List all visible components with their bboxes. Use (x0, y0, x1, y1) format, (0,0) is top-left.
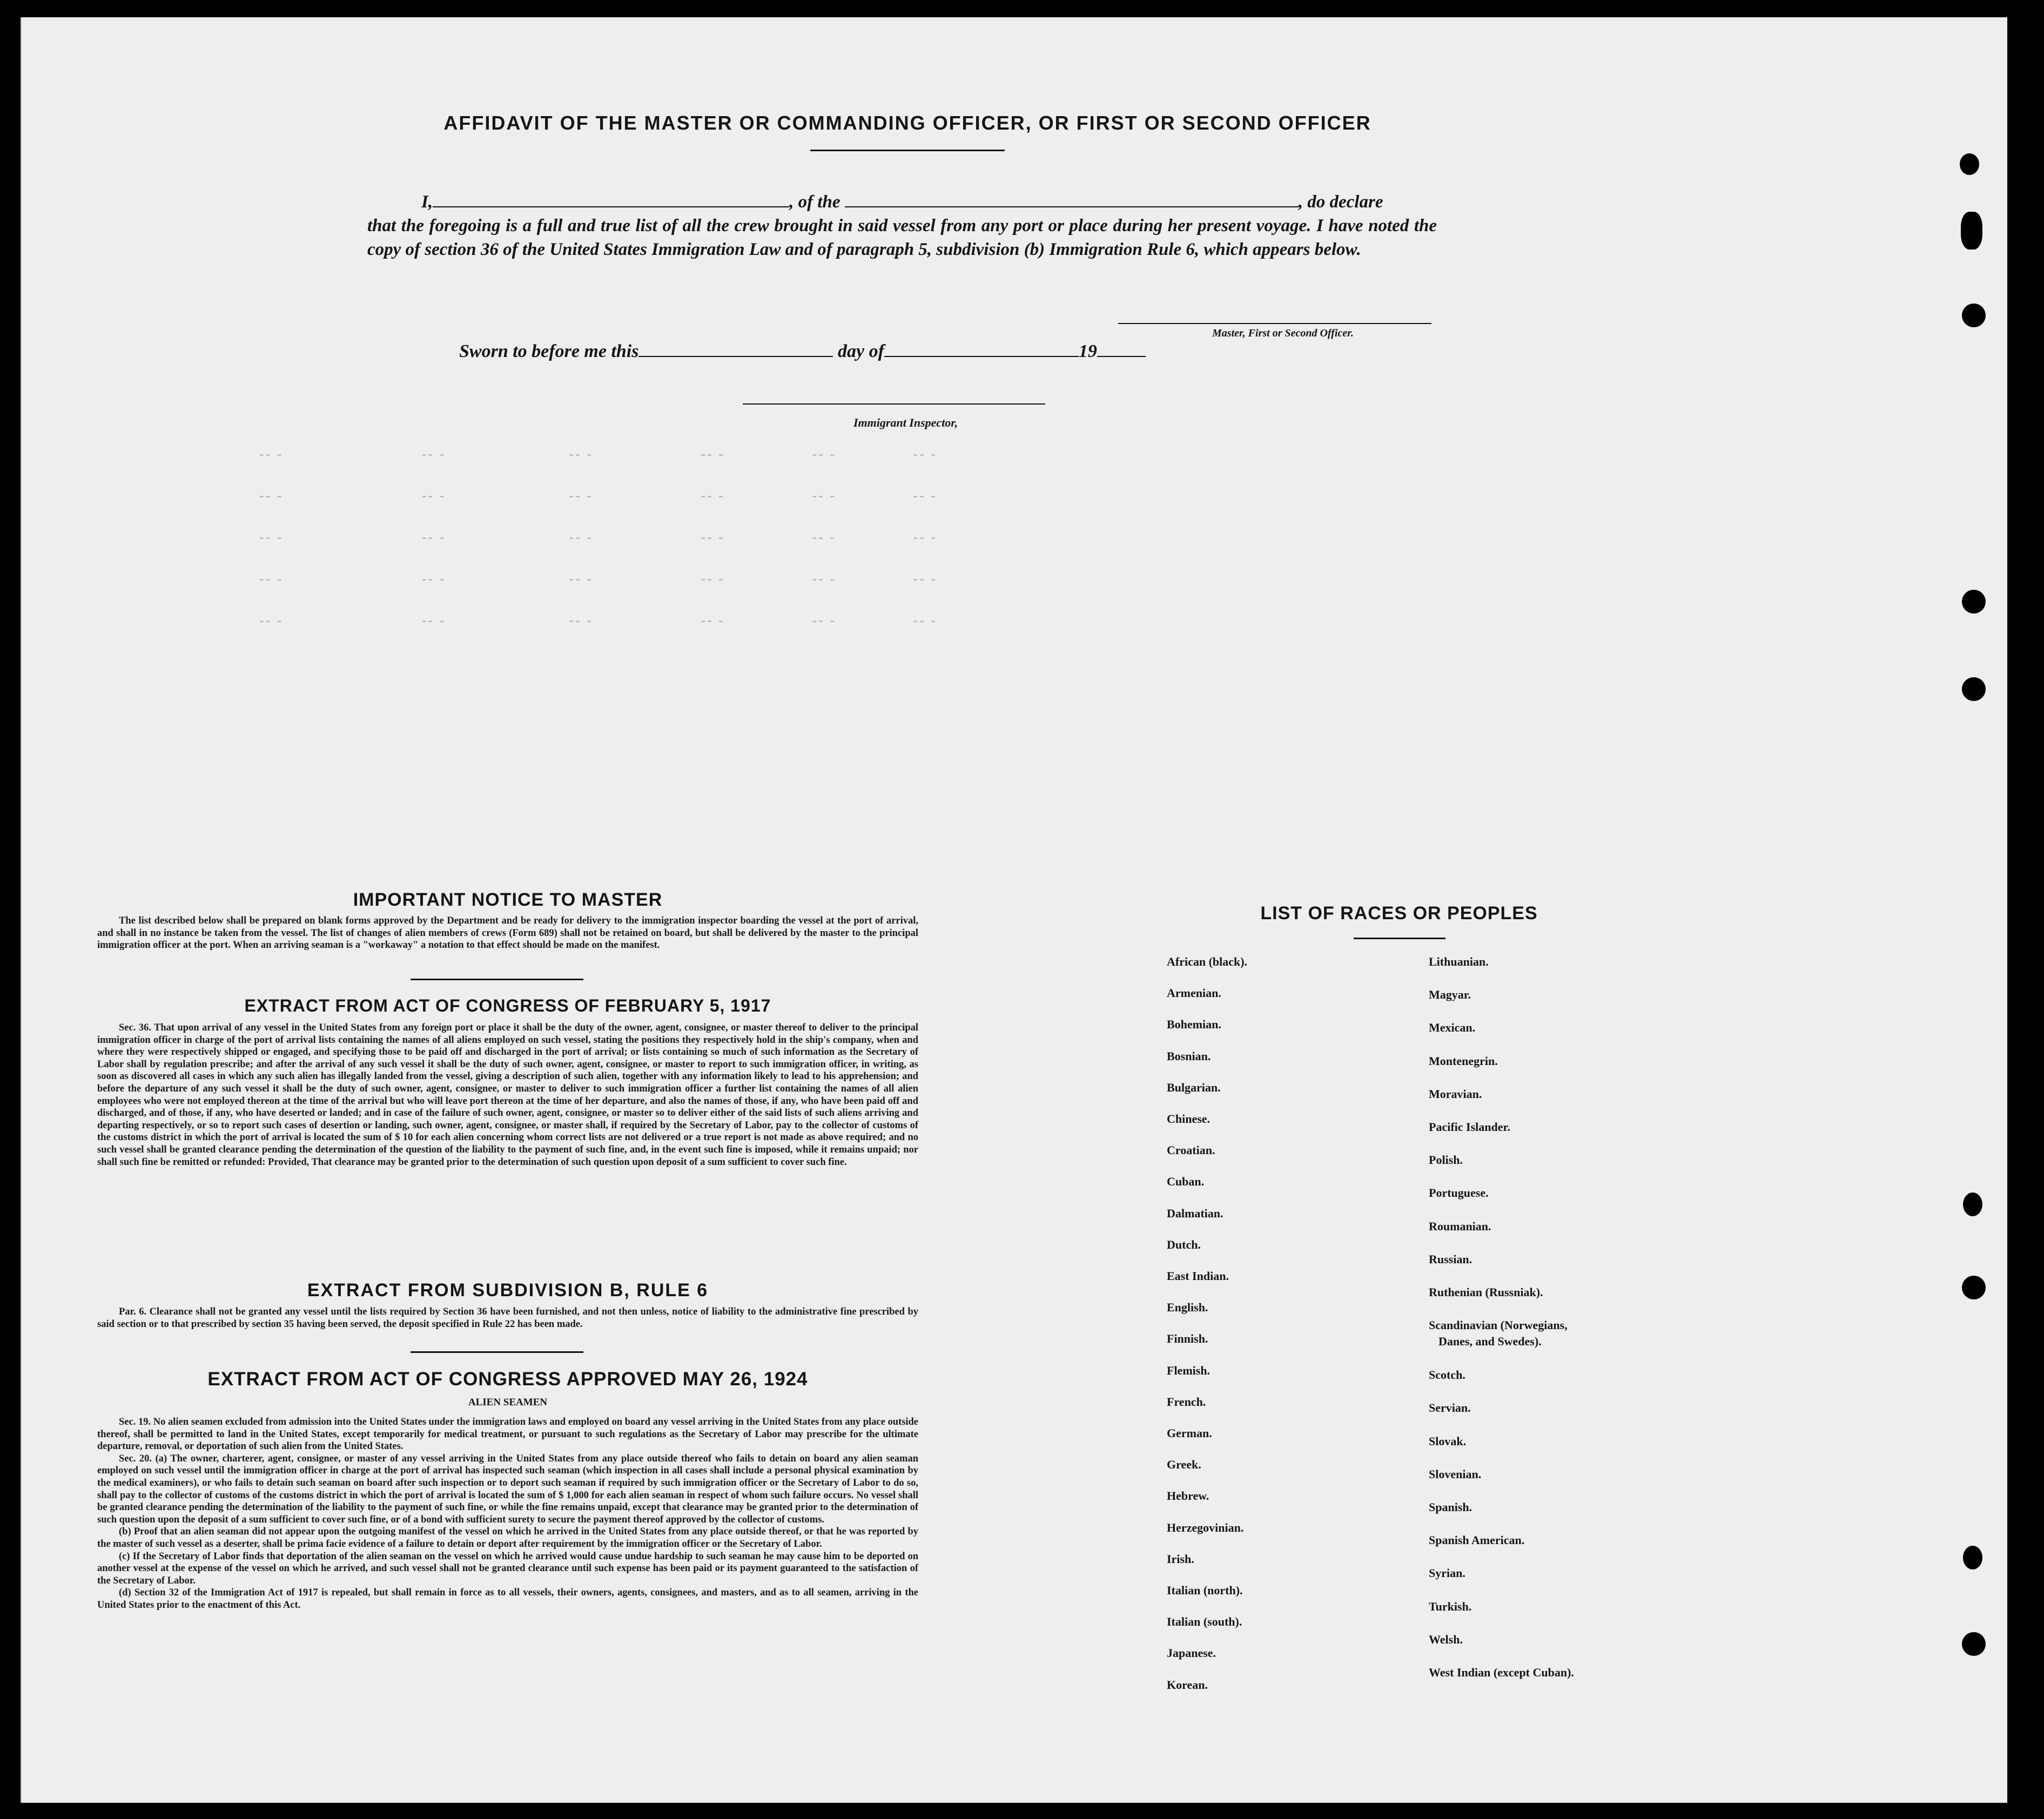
race-item: Magyar. (1429, 988, 1471, 1002)
race-item: Cuban. (1167, 1175, 1205, 1189)
affidavit-title-rule (810, 150, 1005, 151)
binder-hole (1960, 153, 1979, 175)
subdivision-b-body (97, 1306, 918, 1330)
race-item: Danes, and Swedes). (1438, 1335, 1542, 1349)
extract-1924-title: EXTRACT FROM ACT OF CONGRESS APPROVED MAY 26, 1924 (207, 1369, 808, 1390)
race-item: Pacific Islander. (1429, 1120, 1510, 1134)
race-item: Greek. (1167, 1458, 1201, 1472)
race-item: East Indian. (1167, 1269, 1229, 1283)
binder-hole (1962, 1632, 1986, 1656)
race-item: Scotch. (1429, 1368, 1465, 1382)
extract-1924-paragraph: (b) Proof that an alien seaman did not appear upon the outgoing manifest of the vessel on which he arrived in the United States from any place outside thereof, or that he was reported by the master of such vessel as a deserter, shall be prima facie evidence of a failure to detain or deport after requirement by the immigration officer or the Secretary of Labor. (97, 1526, 918, 1549)
master-signature-caption: Master, First or Second Officer. (1212, 327, 1354, 339)
race-item: Ruthenian (Russniak). (1429, 1285, 1543, 1299)
race-item: Croatian. (1167, 1143, 1215, 1157)
race-item: Bohemian. (1167, 1018, 1221, 1032)
affidavit-of: , of the (789, 192, 841, 212)
affidavit-declaration-line (367, 190, 1437, 214)
race-item: Herzegovinian. (1167, 1520, 1244, 1534)
extract-1924-body (97, 1416, 918, 1612)
sworn-prefix: Sworn to before me this (459, 341, 639, 361)
race-item: Slovak. (1429, 1434, 1467, 1448)
master-name-field[interactable] (433, 191, 789, 207)
race-item: Finnish. (1167, 1332, 1208, 1346)
binder-hole (1962, 677, 1986, 701)
sworn-date-field[interactable] (638, 342, 833, 357)
extract-1924-paragraph: (d) Section 32 of the Immigration Act of 1917 is repealed, but shall remain in force as to all vessels, their owners, agents, consignees, and masters, and as to all seamen, arriving in the United States prior to the enactment of this Act. (97, 1587, 918, 1611)
extract-1924-paragraph: Sec. 19. No alien seamen excluded from admission into the United States under the immigration laws and employed on board any vessel arriving in the United States from any place outside thereof, shall be permitted to land in the United States, except temporarily for medical treatment, or pursuant to such regulations as the Secretary of Labor may prescribe for the ultimate departure, removal, or deportation of such alien from the United States. (97, 1417, 918, 1452)
extract-1917-title: EXTRACT FROM ACT OF CONGRESS OF FEBRUARY 5, 1917 (244, 996, 771, 1015)
race-item: English. (1167, 1301, 1208, 1315)
extract-1917-text: Sec. 36. That upon arrival of any vessel in the United States from any foreign port or place it shall be the duty of the owner, agent, consignee, or master thereof to deliver to the principal immigration officer in charge of the port of arrival lists containing the names of all aliens employed on such vessel, stating the positions they respectively hold in the ship's company, when and where they were respectively shipped or engaged, and specifying those to be paid off and discharged in the port of arrival; or lists containing so much of such information as the Secretary of Labor shall by regulation prescribe; and after the arrival of any such vessel it shall be the duty of such owner, agent, consignee, or master to report to such immigration officer, in writing, as soon as discovered all cases in which any such alien has illegally landed from the vessel, giving a description of such alien, together with any information likely to lead to his apprehension; and before the departure of any such vessel it shall be the duty of such owner, agent, consignee, or master to deliver to such immigration officer a further list containing the names of all alien employees who were not employed thereon at the time of the arrival but who will leave port thereon at the time of her departure, and also the names of those, if any, who have been paid off and discharged, and of those, if any, who have deserted or landed; and in case of the failure of such owner, agent, consignee, or master so to deliver either of the said lists of such aliens arriving and departing respectively, or so to report such cases of desertion or landing, such owner, agent, consignee, or master shall, if required by the Secretary of Labor, pay to the collector of customs of the customs district in which the port of arrival is located the sum of $ 10 for each alien concerning whom correct lists are not delivered or a true report is not made as above required; and no such vessel shall be granted clearance pending the determination of the question of the liability to the payment of such fine, and, in the event such fine is imposed, while it remains unpaid; nor shall such fine be remitted or refunded: Provided, That clearance may be granted prior to the determination of such question upon deposit of a sum sufficient to cover such fine. (97, 1022, 918, 1168)
race-item: Montenegrin. (1429, 1054, 1498, 1068)
master-signature-line[interactable] (1118, 323, 1431, 324)
affidavit-body (367, 190, 1437, 261)
race-item: Korean. (1167, 1677, 1208, 1692)
extract-1917-body (97, 1022, 918, 1168)
race-item: Dalmatian. (1167, 1206, 1223, 1220)
race-item: Japanese. (1167, 1646, 1216, 1660)
race-item: Portuguese. (1429, 1186, 1489, 1200)
race-item: West Indian (except Cuban). (1429, 1666, 1574, 1679)
subdivision-b-text: Par. 6. Clearance shall not be granted any vessel until the lists required by Section 36 have been furnished, and not then unless, notice of liability to the administrative fine prescribed by said section or to that prescribed by section 35 having been served, the deposit specified in Rule 22 has been made. (97, 1306, 918, 1330)
binder-hole (1963, 1193, 1982, 1216)
race-item: Moravian. (1429, 1087, 1482, 1101)
race-item: Mexican. (1429, 1021, 1476, 1035)
race-item: Italian (south). (1167, 1615, 1242, 1629)
notice-body (97, 915, 918, 952)
race-item: African (black). (1167, 955, 1248, 968)
race-item: Hebrew. (1167, 1489, 1209, 1503)
race-item: Polish. (1429, 1153, 1463, 1167)
race-item: French. (1167, 1394, 1206, 1409)
race-item: Turkish. (1429, 1599, 1472, 1613)
races-title: LIST OF RACES OR PEOPLES (1260, 903, 1538, 924)
race-item: Spanish American. (1429, 1533, 1525, 1547)
binder-hole (1962, 1276, 1986, 1299)
sworn-day-of: day of (837, 341, 884, 361)
affidavit-declare: , do declare (1298, 192, 1383, 212)
race-item: Armenian. (1167, 986, 1221, 1000)
race-item: Italian (north). (1167, 1584, 1243, 1597)
race-item: Servian. (1429, 1401, 1471, 1415)
notice-text: The list described below shall be prepared on blank forms approved by the Department and be ready for delivery to the immigration inspector boarding the vessel at the port of arrival, and shall in no instance be taken from the vessel. The list of changes of alien members of crews (Form 689) shall not be retained on board, but shall be delivered by the master to the principal immigration officer at the port. When an arriving seaman is a "workaway" a notation to that effect should be made on the manifest. (97, 915, 918, 951)
sworn-year: 19 (1078, 341, 1097, 361)
extract-1924-paragraph: (c) If the Secretary of Labor finds that deportation of the alien seaman on the vessel on which he arrived would cause undue hardship to such seaman he may cause him to be deported on another vessel at the expense of the vessel on which he arrived, and such vessel shall not be granted clearance until such expense has been paid or its payment guaranteed to the satisfaction of the Secretary of Labor. (97, 1551, 918, 1586)
affidavit-title: AFFIDAVIT OF THE MASTER OR COMMANDING OFFICER, OR FIRST OR SECOND OFFICER (443, 112, 1371, 134)
sworn-year-field[interactable] (1097, 342, 1146, 357)
affidavit-statement: that the foregoing is a full and true list of all the crew brought in said vessel from any port or place during her present voyage. I have noted the copy of section 36 of the United States Immigration Law and of paragraph 5, subdivision (b) Immigration Rule 6, which appears below. (367, 216, 1437, 259)
affidavit-i: I, (421, 192, 433, 212)
binder-hole (1962, 304, 1986, 327)
notice-rule (411, 979, 583, 980)
race-item: Syrian. (1429, 1566, 1465, 1580)
sworn-line (459, 341, 1146, 362)
race-item: Dutch. (1167, 1237, 1201, 1251)
vessel-name-field[interactable] (845, 191, 1299, 207)
notice-title: IMPORTANT NOTICE TO MASTER (353, 890, 663, 910)
binder-hole (1963, 1546, 1982, 1569)
race-item: Chinese. (1167, 1112, 1211, 1126)
sworn-month-field[interactable] (884, 342, 1079, 357)
race-item: Bosnian. (1167, 1049, 1211, 1063)
subdivision-b-title: EXTRACT FROM SUBDIVISION B, RULE 6 (307, 1280, 709, 1301)
race-item: Russian. (1429, 1252, 1473, 1266)
race-item: Slovenian. (1429, 1467, 1482, 1481)
inspector-signature-line[interactable] (743, 403, 1045, 405)
race-item: Welsh. (1429, 1632, 1463, 1646)
races-title-rule (1354, 938, 1445, 939)
subdivision-b-rule (411, 1351, 583, 1353)
race-item: Flemish. (1167, 1363, 1211, 1377)
race-item: Irish. (1167, 1552, 1194, 1566)
document-page (21, 17, 2007, 1803)
race-item: Spanish. (1429, 1500, 1473, 1514)
race-item: Bulgarian. (1167, 1080, 1221, 1094)
extract-1924-subtitle: ALIEN SEAMEN (468, 1397, 548, 1408)
race-item: German. (1167, 1426, 1212, 1440)
race-item: Lithuanian. (1429, 955, 1489, 968)
extract-1924-paragraph: Sec. 20. (a) The owner, charterer, agent, consignee, or master of any vessel arriving in the United States from any place outside thereof who fails to detain on board any alien seaman employed on such vessel until the immigration officer in charge at the port of arrival has inspected such seaman (which inspection in all cases shall include a personal physical examination by the medical examiners), or who fails to detain such seaman on board after such inspection or to deport such seaman if required by such immigration officer or the Secretary of Labor to do so, shall pay to the collector of customs of the customs district in which the port of arrival is located the sum of $ 1,000 for each alien seaman in respect of whom such failure occurs. No vessel shall be granted clearance pending the determination of the liability to the payment of such fine, or while the fine remains unpaid, except that clearance may be granted prior to the determination of such question upon the deposit of a sum sufficient to cover such fine, or of a bond with sufficient surety to secure the payment thereof approved by the collector of customs. (97, 1453, 918, 1525)
race-item: Roumanian. (1429, 1219, 1491, 1233)
bleed-through-marks: -- - -- - -- - -- - -- - -- - -- - -- - -- - -- - -- - -- - -- - -- - -- - -- - -- - -- - -- - -- - -- - -- - -- - -- - -- - -- - -- - -- - -- - -- - (259, 446, 937, 628)
inspector-signature-caption: Immigrant Inspector, (853, 416, 958, 429)
binder-hole (1961, 212, 1982, 250)
race-item: Scandinavian (Norwegians, (1429, 1318, 1568, 1332)
